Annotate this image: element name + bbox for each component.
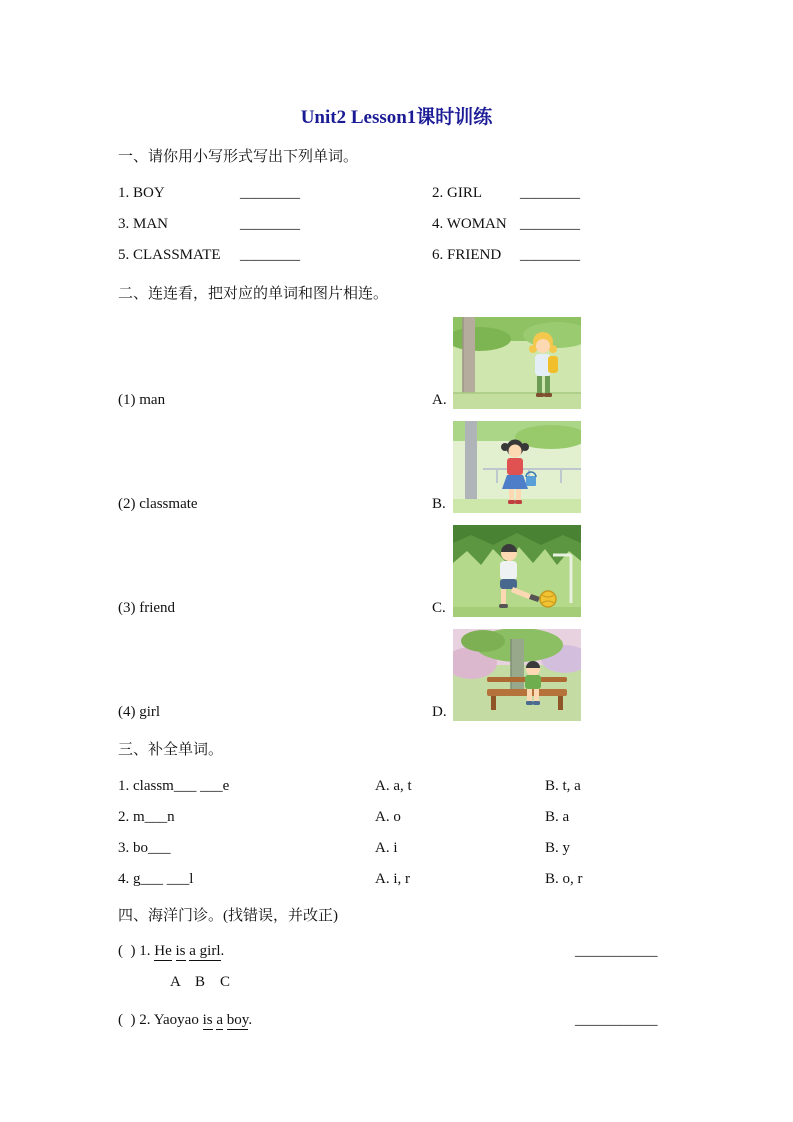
match-letter: B. xyxy=(432,496,446,512)
matching-exercise xyxy=(118,317,581,733)
sentence-2 xyxy=(118,1012,575,1029)
abc-labels: A B C xyxy=(170,974,231,990)
section2-heading: 二、连连看，把对应的单词和图片相连。 xyxy=(118,286,389,302)
word-label: 1. BOY xyxy=(118,185,165,201)
match-row xyxy=(118,629,581,721)
answer-blank: ________ xyxy=(240,247,300,263)
match-word: (3) friend xyxy=(118,600,176,616)
match-row xyxy=(118,317,581,409)
match-letter: A. xyxy=(432,392,447,408)
underlined-part-c: a girl xyxy=(189,943,221,959)
option-a: A. o xyxy=(375,809,401,825)
option-b: B. o, r xyxy=(545,871,583,887)
match-letter: D. xyxy=(432,704,447,720)
match-row xyxy=(118,421,581,513)
option-a: A. i, r xyxy=(375,871,410,887)
word-stem: 4. g___ ___l xyxy=(118,871,194,887)
sentence-1 xyxy=(118,943,575,960)
complete-word-row xyxy=(118,871,583,902)
answer-blank: ________ xyxy=(520,247,580,263)
underlined-part-b: a xyxy=(216,1012,224,1028)
word-label: 3. MAN xyxy=(118,216,169,232)
grading-paren: ( ) 2. xyxy=(118,1012,154,1028)
correction-blank: ___________ xyxy=(575,1012,658,1028)
answer-blank: ________ xyxy=(520,216,580,232)
underlined-part-b: is xyxy=(175,943,186,959)
underlined-part-a: He xyxy=(154,943,172,959)
spacer xyxy=(172,943,176,959)
complete-word-row xyxy=(118,778,583,809)
picture-girl-walking-with-bag xyxy=(453,421,581,513)
word-label: 6. FRIEND xyxy=(432,247,502,263)
section1-heading: 一、请你用小写形式写出下列单词。 xyxy=(118,149,359,165)
section4-heading: 四、海洋门诊。(找错误，并改正) xyxy=(118,908,338,924)
error-item-1 xyxy=(118,943,778,960)
word-row xyxy=(118,216,718,247)
word-row xyxy=(118,247,718,278)
section3-heading: 三、补全单词。 xyxy=(118,742,224,758)
answer-blank: ________ xyxy=(520,185,580,201)
sentence-end: . xyxy=(220,943,225,959)
picture-boy-playing-football xyxy=(453,525,581,617)
answer-blank: ________ xyxy=(240,216,300,232)
correction-blank: ___________ xyxy=(575,943,658,959)
underlined-part-c: boy xyxy=(226,1012,249,1028)
option-b: B. y xyxy=(545,840,571,856)
word-row xyxy=(118,185,718,216)
grading-paren: ( ) 1. xyxy=(118,943,155,959)
complete-word-row xyxy=(118,809,583,840)
lowercase-exercise xyxy=(118,185,718,278)
match-word: (1) man xyxy=(118,392,166,408)
match-letter: C. xyxy=(432,600,446,616)
answer-blank: ________ xyxy=(240,185,300,201)
underlined-part-a: is xyxy=(202,1012,213,1028)
sentence-subject: Yaoyao xyxy=(153,1012,203,1028)
option-a: A. i xyxy=(375,840,398,856)
word-stem: 1. classm___ ___e xyxy=(118,778,230,794)
complete-word-row xyxy=(118,840,583,871)
word-stem: 3. bo___ xyxy=(118,840,171,856)
word-label: 2. GIRL xyxy=(432,185,482,201)
complete-word-exercise xyxy=(118,778,583,902)
page-title: Unit2 Lesson1课时训练 xyxy=(300,107,493,128)
picture-boy-sitting-on-bench xyxy=(453,629,581,721)
match-row xyxy=(118,525,581,617)
word-label: 4. WOMAN xyxy=(432,216,507,232)
word-label: 5. CLASSMATE xyxy=(118,247,221,263)
option-a: A. a, t xyxy=(375,778,412,794)
picture-girl-with-backpack xyxy=(453,317,581,409)
match-word: (2) classmate xyxy=(118,496,198,512)
option-b: B. t, a xyxy=(545,778,581,794)
option-b: B. a xyxy=(545,809,570,825)
match-word: (4) girl xyxy=(118,704,161,720)
word-stem: 2. m___n xyxy=(118,809,175,825)
error-item-2 xyxy=(118,1012,778,1029)
sentence-end: . xyxy=(248,1012,253,1028)
